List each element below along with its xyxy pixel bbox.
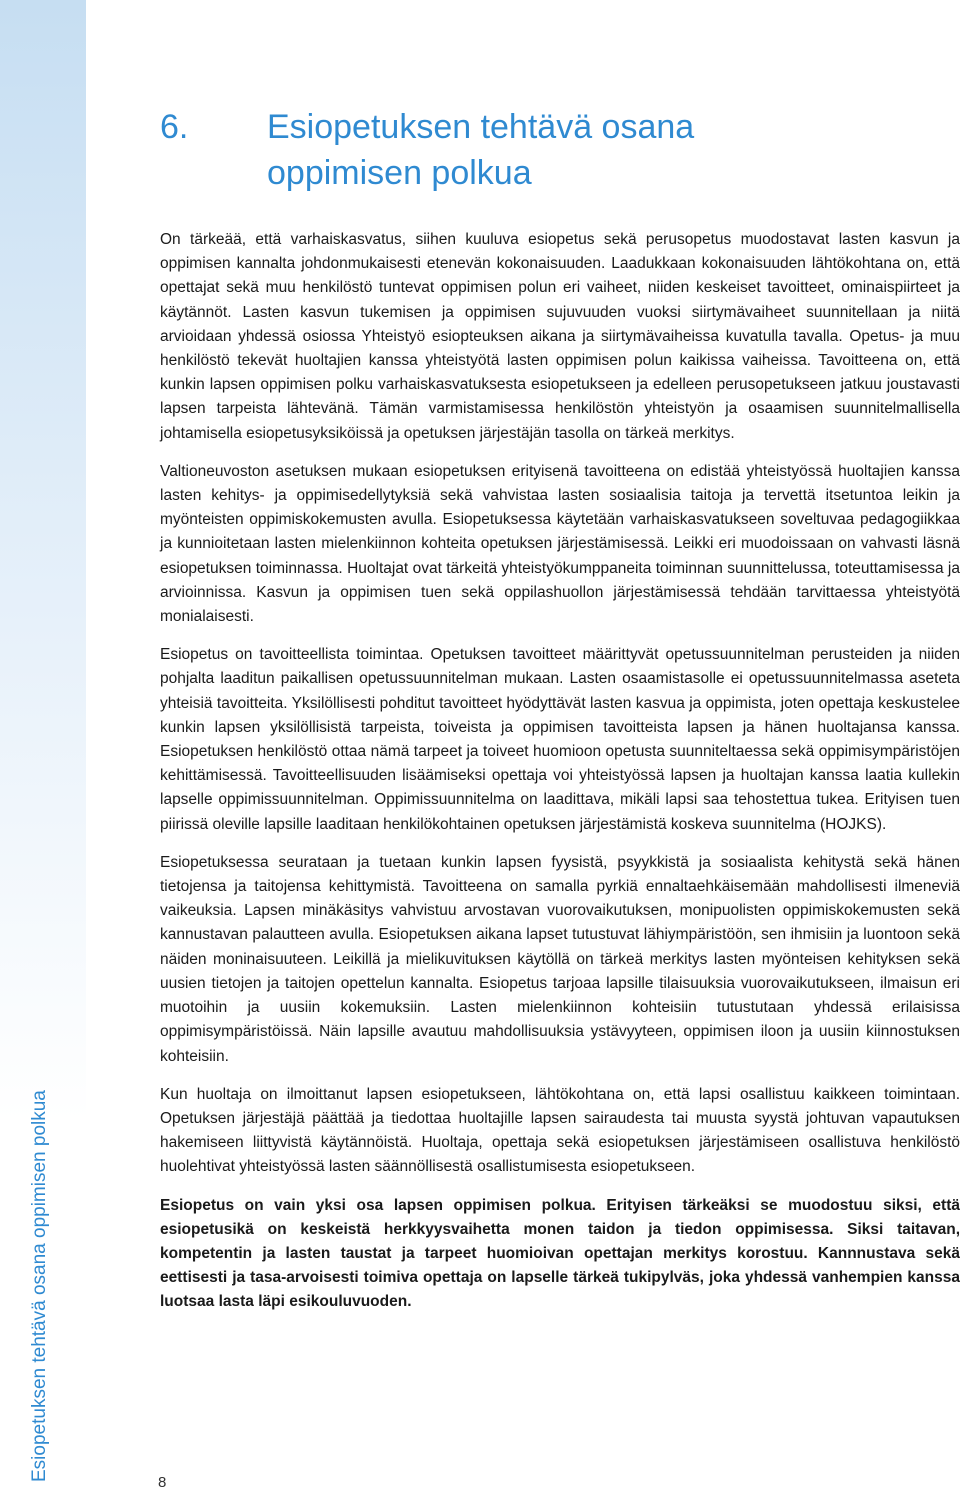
paragraph-emphasis: Esiopetus on vain yksi osa lapsen oppimisen polkua. Erityisen tärkeäksi se muodostuu siksi, että esiopetusikä on keskeistä herkkyysvaihetta monen taidon ja tiedon oppimisessa. Siksi taitavan, kompetentin ja lasten taustat ja tarpeet huomioivan opettajan merkitys korostuu. Kannnustava sekä eettisesti ja tasa-arvoisesti toimiva opettaja on lapselle tärkeä tukipylväs, joka yhdessä vanhempien kanssa luotsaa lasta läpi esikouluvuoden.	[160, 1196, 960, 1311]
body-text	[160, 228, 960, 1329]
paragraph: On tärkeää, että varhaiskasvatus, siihen kuuluva esiopetus sekä perusopetus muodostavat lasten kasvun ja oppimisen kannalta johdonmukaisesti etenevän kokonaisuuden. Laadukkaan kokonaisuuden lähtökohtana on, että opettajat sekä muu henkilöstö tuntevat oppimisen polun eri vaiheet, niiden keskeiset tavoitteet, ominaispiirteet ja käytännöt. Lasten kasvun tukemisen ja oppimisen sujuvuuden vuoksi siirtymävaiheet suunnitellaan ja niitä arvioidaan yhdessä osiossa Yhteistyö esiopteuksen aikana ja siirtymävaiheissa kuvatulla tavalla. Opetus- ja muu henkilöstö tekevät huoltajien kanssa yhteistyötä lasten oppimisen polun kaikissa vaiheissa. Tavoitteena on, että kunkin lapsen oppimisen polku varhaiskasvatuksesta esiopetukseen ja edelleen perusopetukseen jatkuu joustavasti lapsen tarpeista lähtevänä. Tämän varmistamisessa henkilöstön yhteistyön ja osaamisen suunnitelmallisella johtamisella esiopetusyksiköissä ja opetuksen järjestäjän tasolla on tärkeä merkitys.	[160, 231, 960, 442]
paragraph: Esiopetuksessa seurataan ja tuetaan kunkin lapsen fyysistä, psyykkistä ja sosiaalista kehitystä sekä hänen tietojensa ja taitojensa kehittymistä. Tavoitteena on samalla pyrkiä ennaltaehkäisemään mahdollisesti ilmeneviä vaikeuksia. Lapsen minäkäsitys vahvistuu arvostavan vuorovaikutuksen, monipuolisten oppimiskokemusten sekä kannustavan palautteen avulla. Esiopetuksen aikana lapset tutustuvat lähiympäristöön, sen ihmisiin ja luontoon sekä näiden moninaisuuteen. Leikillä ja mielikuvituksen käytöllä on tärkeä merkitys lasten myönteisen kehityksen sekä uusien tietojen ja taitojen opettelun kannalta. Esiopetus tarjoaa lapsille tilaisuuksia vuorovaikutukseen, ilmaisun eri muotoihin ja uusiin kokemuksiin. Lasten mielenkiinnon kohteisiin tutustutaan yhdessä erilaisissa oppimisympäristöissä. Näin lapsille avautuu mahdollisuuksia ystävyyteen, oppimisen iloon ja uusiin kiinnostuksen kohteisiin.	[160, 853, 960, 1065]
chapter-heading	[160, 104, 920, 196]
paragraph: Kun huoltaja on ilmoittanut lapsen esiopetukseen, lähtökohtana on, että lapsi osallistuu kaikkeen toimintaan. Opetuksen järjestäjä päättää ja tiedottaa huoltajille lapsen sairaudesta tai muusta syystä johtuvan vapautuksen hakemiseen liittyvistä käytännöistä. Huoltaja, opettaja sekä esiopetuksen järjestämiseen osallistuva henkilöstö huolehtivat yhteistyössä lasten säännöllisestä osallistumisesta esiopetukseen.	[160, 1085, 960, 1176]
paragraph: Esiopetus on tavoitteellista toimintaa. Opetuksen tavoitteet määrittyvät opetussuunnitelman perusteiden ja niiden pohjalta laaditun paikallisen opetussuunnitelman mukaan. Lasten osaamistasolle ei opetussuunnitelmassa aseteta yhteisiä tavoitteita. Yksilöllisesti pohditut tavoitteet hyödyttävät lasten kasvua ja oppimista, joten opettaja keskustelee kunkin lapsen yksilöllisistä tarpeista, toiveista ja oppimisen tavoitteista lapsen ja hänen huoltajansa kanssa. Esiopetuksen henkilöstö ottaa nämä tarpeet ja toiveet huomioon opetusta suunniteltaessa sekä oppimisympäristöjen kehittämisessä. Tavoitteellisuuden lisäämiseksi opettaja voi yhteistyössä lapsen ja huoltajan kanssa laatia kullekin lapselle oppimissuunnitelman. Oppimissuunnitelma on laadittava, mikäli lapsi saa tehostettua tukea. Erityisen tuen piirissä oleville lapsille laaditaan henkilökohtainen opetuksen järjestämistä koskeva suunnitelma (HOJKS).	[160, 646, 960, 833]
page-number: 8	[158, 1474, 167, 1491]
paragraph: Valtioneuvoston asetuksen mukaan esiopetuksen erityisenä tavoitteena on edistää yhteistyössä huoltajien kanssa lasten kehitys- ja oppimisedellytyksiä sekä vahvistaa lasten sosiaalisia taitoja ja tervettä itsetuntoa leikin ja myönteisten oppimiskokemusten avulla. Esiopetuksessa käytetään varhaiskasvatukseen soveltuvaa pedagogiikkaa ja kunnioitetaan lasten mielenkiinnon kohteita opetuksen järjestämisessä. Leikki eri muodoissaan on vahvasti läsnä esiopetuksen toiminnassa. Huoltajat ovat tärkeitä yhteistyökumppaneita toiminnan suunnittelussa, toteuttamisessa ja arvioinnissa. Kasvun ja oppimisen tuen sekä oppilashuollon järjestämisessä tehdään tarvittaessa yhteistyötä monialaisesti.	[160, 462, 960, 626]
chapter-title-line-2: oppimisen polkua	[267, 154, 532, 192]
side-chapter-label: Esiopetuksen tehtävä osana oppimisen polkua	[29, 1090, 50, 1482]
chapter-number: 6.	[160, 108, 189, 146]
chapter-title-line-1: Esiopetuksen tehtävä osana	[267, 108, 695, 146]
